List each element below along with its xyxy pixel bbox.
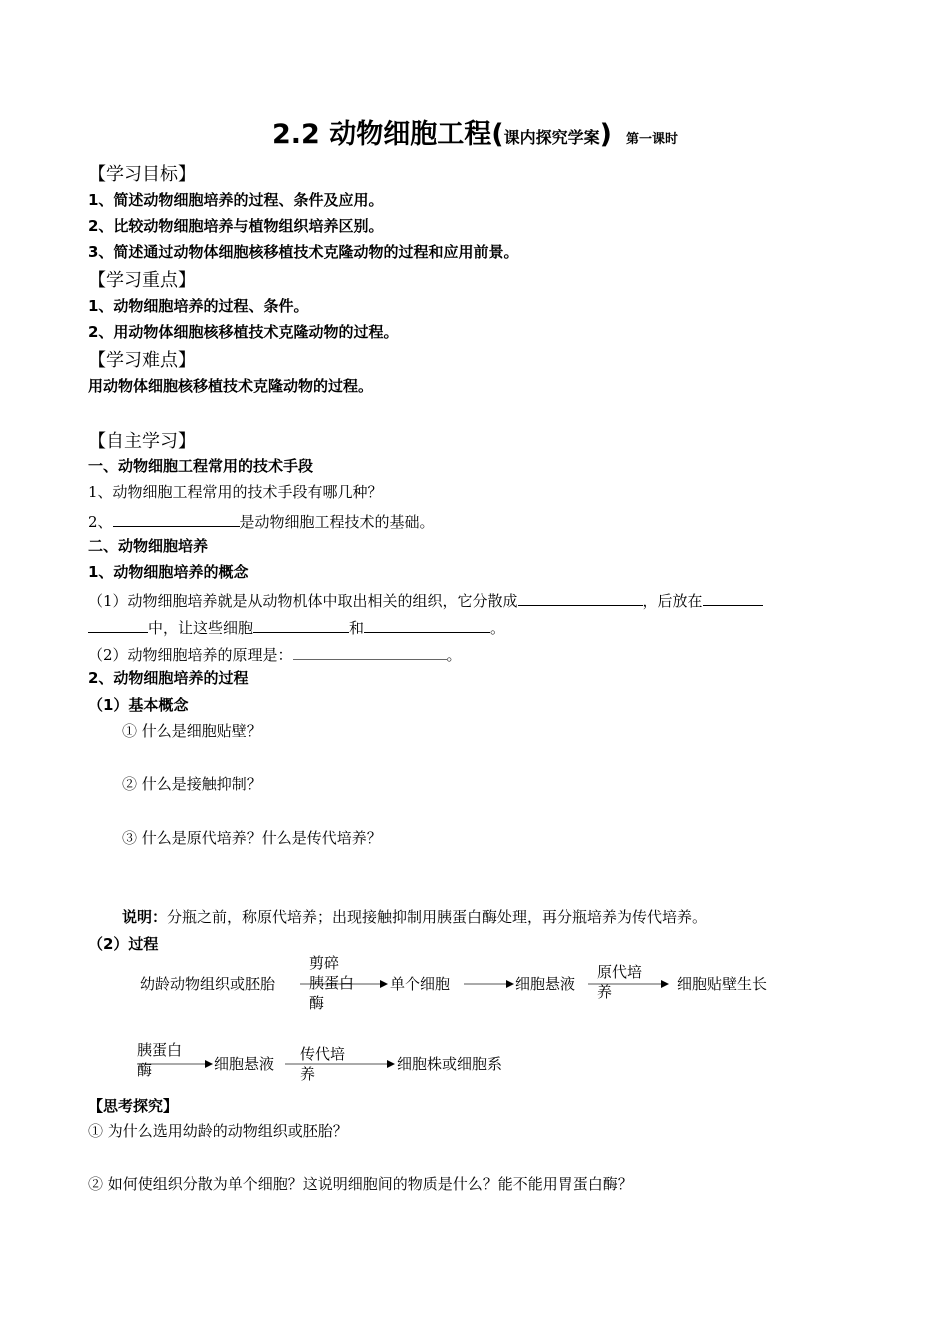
- objective-item: 1、简述动物细胞培养的过程、条件及应用。: [88, 191, 384, 209]
- flow-label: 胰蛋白: [137, 1041, 183, 1059]
- part2-title: 二、动物细胞培养: [88, 537, 209, 555]
- title-close: ): [599, 119, 612, 150]
- process-title: 2、动物细胞培养的过程: [88, 669, 249, 687]
- difficulties-heading: 【学习难点】: [88, 350, 196, 371]
- objective-item: 3、简述通过动物体细胞核移植技术克隆动物的过程和应用前景。: [88, 243, 519, 261]
- flow-node: 单个细胞: [390, 975, 451, 993]
- concept-text-e: 。: [490, 619, 506, 637]
- q2-prefix: 2、: [88, 513, 113, 531]
- key-points-heading: 【学习重点】: [88, 270, 196, 291]
- note-label: 说明：: [122, 908, 168, 926]
- self-study-heading: 【自主学习】: [88, 431, 196, 452]
- flow-label: 剪碎: [309, 954, 340, 972]
- concept-text-b: ，后放在: [642, 592, 703, 610]
- flow-node-start: 幼龄动物组织或胚胎: [140, 975, 276, 993]
- objective-item: 2、比较动物细胞培养与植物组织培养区别。: [88, 217, 384, 235]
- basic-concepts-title: （1）基本概念: [88, 696, 189, 714]
- flow-node: 细胞悬液: [214, 1055, 275, 1073]
- difficulty-item: 用动物体细胞核移植技术克隆动物的过程。: [88, 377, 374, 395]
- note-text: 分瓶之前，称原代培养；出现接触抑制用胰蛋白酶处理，再分瓶培养为传代培养。: [167, 908, 708, 926]
- concept-title: 1、动物细胞培养的概念: [88, 563, 249, 581]
- q2-suffix: 是动物细胞工程技术的基础。: [239, 513, 435, 531]
- basic-question: ③ 什么是原代培养？什么是传代培养？: [122, 829, 382, 847]
- thinking-question: ① 为什么选用幼龄的动物组织或胚胎？: [88, 1122, 348, 1140]
- basic-question: ① 什么是细胞贴壁？: [122, 722, 262, 740]
- flow-node-end: 细胞贴壁生长: [677, 975, 768, 993]
- key-point-item: 1、动物细胞培养的过程、条件。: [88, 297, 309, 315]
- part1-title: 一、动物细胞工程常用的技术手段: [88, 457, 314, 475]
- key-point-item: 2、用动物体细胞核移植技术克隆动物的过程。: [88, 323, 399, 341]
- flow-node-end: 细胞株或细胞系: [397, 1055, 503, 1073]
- concept-text-d: 和: [349, 619, 365, 637]
- flow-label: 酶: [137, 1061, 153, 1079]
- objectives-heading: 【学习目标】: [88, 164, 196, 185]
- concept-text-c: 中，让这些细胞: [148, 619, 254, 637]
- thinking-question: ② 如何使组织分散为单个细胞？这说明细胞间的物质是什么？能不能用胃蛋白酶？: [88, 1175, 633, 1193]
- flow-label: 原代培: [597, 963, 643, 981]
- basic-question: ② 什么是接触抑制？: [122, 775, 262, 793]
- flow-title: （2）过程: [88, 935, 159, 953]
- flow-node: 细胞悬液: [515, 975, 576, 993]
- flow-label: 养: [300, 1065, 316, 1083]
- concept-text-a: （1）动物细胞培养就是从动物机体中取出相关的组织，它分散成: [88, 592, 518, 610]
- flow-label: 传代培: [300, 1045, 346, 1063]
- question-1: 1、动物细胞工程常用的技术手段有哪几种？: [88, 483, 383, 501]
- title-sub: 课内探究学案: [503, 128, 600, 147]
- lesson-label: 第一课时: [625, 132, 678, 147]
- title-main: 2.2 动物细胞工程(: [272, 119, 504, 150]
- principle-end: 。: [446, 646, 462, 664]
- flow-label: 胰蛋白: [309, 974, 355, 992]
- flow-label: 养: [597, 983, 613, 1001]
- principle-text: （2）动物细胞培养的原理是：: [88, 646, 293, 664]
- thinking-heading: 【思考探究】: [88, 1097, 179, 1115]
- flow-label: 酶: [309, 994, 325, 1012]
